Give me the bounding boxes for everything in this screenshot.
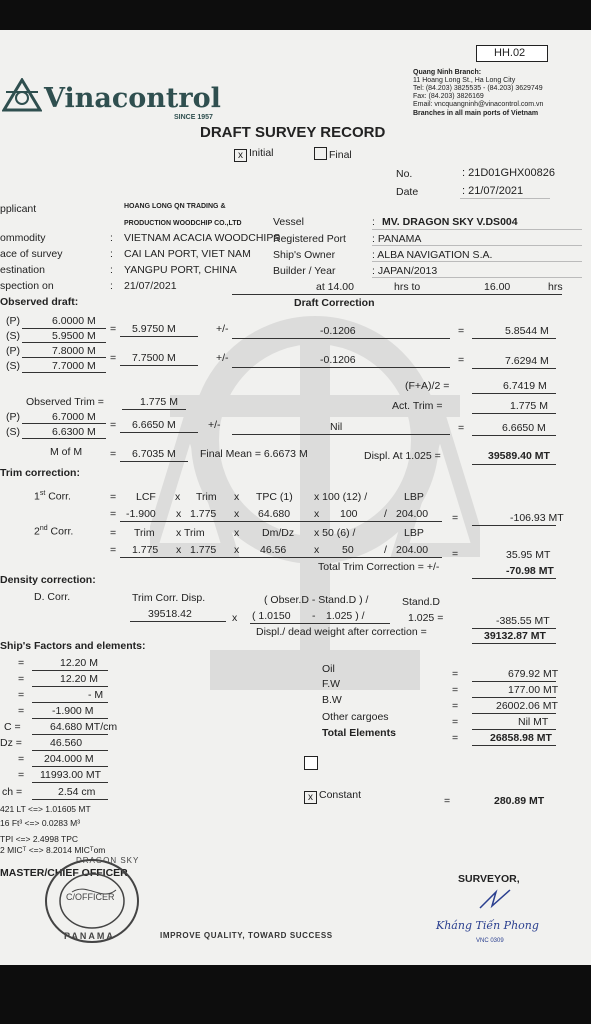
final-mean: Final Mean = 6.6673 M bbox=[200, 448, 308, 460]
fa-value: 6.7419 M bbox=[503, 380, 547, 392]
act-trim-value: 1.775 M bbox=[510, 400, 548, 412]
factor-1: 12.20 M bbox=[60, 657, 98, 669]
conversion-4: 2 MICᵀ <=> 8.2014 MICᵀom bbox=[0, 845, 106, 855]
s3-label: (S) bbox=[6, 426, 20, 438]
surveyor-label: SURVEYOR, bbox=[458, 873, 520, 885]
owner-value: : ALBA NAVIGATION S.A. bbox=[372, 249, 493, 261]
final-checkbox bbox=[314, 147, 352, 161]
hrs-unit: hrs bbox=[548, 281, 563, 293]
displ-value: 39589.40 MT bbox=[488, 450, 550, 462]
total-trim-label: Total Trim Correction = +/- bbox=[318, 561, 440, 573]
stamp-mid: C/OFFICER bbox=[66, 892, 115, 902]
no-label: No. bbox=[396, 168, 413, 180]
builder-value: : JAPAN/2013 bbox=[372, 265, 438, 277]
place-value: CAI LAN PORT, VIET NAM bbox=[124, 248, 251, 260]
at-time: at 14.00 bbox=[316, 281, 354, 293]
tcd-label: Trim Corr. Disp. bbox=[132, 592, 206, 604]
trim2-trim2-value: 1.775 bbox=[190, 544, 217, 556]
s1-value: 5.9500 M bbox=[52, 330, 96, 342]
trim2-lbp-value: 204.00 bbox=[396, 544, 429, 556]
constant-checkbox bbox=[304, 789, 361, 804]
date-label: Date bbox=[396, 186, 419, 198]
density-result: -385.55 MT bbox=[496, 615, 550, 627]
p2-label: (P) bbox=[6, 345, 20, 357]
result-1: 5.8544 M bbox=[505, 325, 549, 337]
p1-label: (P) bbox=[6, 315, 20, 327]
fa-label: (F+A)/2 = bbox=[405, 380, 450, 392]
hrs-to: hrs to bbox=[394, 281, 421, 293]
trim2-dm-value: 46.56 bbox=[260, 544, 287, 556]
trim-tpc-value: 64.680 bbox=[258, 508, 291, 520]
builder-label: Builder / Year bbox=[273, 265, 336, 277]
trim-lbp-value: 204.00 bbox=[396, 508, 429, 520]
obser-stand-label: ( Obser.D - Stand.D ) / bbox=[264, 594, 369, 606]
branch-fax: Fax: (84.203) 3826169 bbox=[413, 93, 484, 100]
factor-9: 2.54 cm bbox=[58, 786, 96, 798]
std-value: 1.025 = bbox=[408, 612, 444, 624]
stamp-bottom: PANAMA bbox=[64, 931, 115, 941]
final-label: Final bbox=[329, 149, 352, 161]
stand-d-label: Stand.D bbox=[402, 596, 440, 608]
branch-note: Branches in all main ports of Vietnam bbox=[413, 110, 539, 117]
branch-email: Email: vncquangninh@vinacontrol.com.vn bbox=[413, 101, 544, 108]
stand-value: 1.025 ) / bbox=[326, 610, 365, 622]
branch-tel: Tel: (84.203) 3825535 - (84.203) 3629749 bbox=[413, 85, 543, 92]
conversion-1: 421 LT <=> 1.01605 MT bbox=[0, 804, 91, 814]
correction-2: -0.1206 bbox=[320, 354, 356, 366]
tcd-value: 39518.42 bbox=[148, 608, 192, 620]
p3-value: 6.7000 M bbox=[52, 411, 96, 423]
company-name: Vinacontrol bbox=[44, 83, 221, 114]
factor-4: -1.900 M bbox=[52, 705, 94, 717]
result-3: 6.6650 M bbox=[502, 422, 546, 434]
s3-value: 6.6300 M bbox=[52, 426, 96, 438]
trim2-trim-value: 1.775 bbox=[132, 544, 159, 556]
obser-value: ( 1.0150 bbox=[252, 610, 291, 622]
mean-2: 7.7500 M bbox=[132, 352, 176, 364]
surveyor-id: VNC 0309 bbox=[476, 938, 504, 944]
fw-label: F.W bbox=[322, 678, 341, 690]
surveyor-name: Kháng Tiến Phong bbox=[436, 919, 539, 932]
total-trim-value: -70.98 MT bbox=[506, 565, 554, 577]
constant-label: Constant bbox=[319, 789, 362, 801]
factor-8: 11993.00 MT bbox=[40, 769, 102, 781]
first-correction-label: 1st Corr. bbox=[34, 490, 71, 503]
displ-after-label: Displ./ dead weight after correction = bbox=[256, 626, 427, 638]
p3-label: (P) bbox=[6, 411, 20, 423]
second-correction-result: 35.95 MT bbox=[506, 549, 551, 561]
other-cargoes-label: Other cargoes bbox=[322, 711, 389, 723]
bw-value: 26002.06 MT bbox=[496, 700, 558, 712]
act-trim-label: Act. Trim = bbox=[392, 400, 443, 412]
correction-3: Nil bbox=[330, 421, 343, 433]
observed-trim-label: Observed Trim = bbox=[26, 396, 104, 408]
d-corr-label: D. Corr. bbox=[34, 591, 71, 603]
port-value: : PANAMA bbox=[372, 233, 422, 245]
result-2: 7.6294 M bbox=[505, 355, 549, 367]
vessel-value: MV. DRAGON SKY V.DS004 bbox=[382, 216, 518, 228]
form-code: HH.02 bbox=[494, 47, 526, 59]
fw-value: 177.00 MT bbox=[508, 684, 559, 696]
correction-1: -0.1206 bbox=[320, 325, 356, 337]
oil-label: Oil bbox=[322, 663, 335, 675]
second-correction-label: 2nd Corr. bbox=[34, 525, 74, 538]
initial-label: Initial bbox=[249, 147, 274, 159]
slogan: IMPROVE QUALITY, TOWARD SUCCESS bbox=[160, 931, 333, 940]
vessel-label: Vessel bbox=[273, 216, 304, 228]
applicant-line-2: PRODUCTION WOODCHIP CO.,LTD bbox=[124, 220, 242, 227]
applicant-line-1: HOANG LONG QN TRADING & bbox=[124, 203, 226, 210]
company-since: SINCE 1957 bbox=[174, 114, 213, 121]
s2-value: 7.7000 M bbox=[52, 360, 96, 372]
final-check-box bbox=[314, 147, 327, 160]
factor-2: 12.20 M bbox=[60, 673, 98, 685]
draft-correction-label: Draft Correction bbox=[294, 297, 375, 309]
first-correction-result: -106.93 MT bbox=[510, 512, 564, 524]
initial-check-mark: x bbox=[234, 149, 247, 162]
s2-label: (S) bbox=[6, 360, 20, 372]
factor-7: 204.000 M bbox=[44, 753, 94, 765]
destination-label: estination bbox=[0, 264, 45, 276]
master-label: MASTER/CHIEF OFFICER bbox=[0, 867, 128, 879]
total-elements-label: Total Elements bbox=[322, 727, 396, 739]
oil-value: 679.92 MT bbox=[508, 668, 559, 680]
constant-check-mark: x bbox=[304, 791, 317, 804]
constant-value: 280.89 MT bbox=[494, 795, 545, 807]
commodity-value: VIETNAM ACACIA WOODCHIPS bbox=[124, 232, 281, 244]
m-of-m-value: 6.7035 M bbox=[132, 448, 176, 460]
date-value: : 21/07/2021 bbox=[462, 185, 524, 197]
trim-lcf-value: -1.900 bbox=[126, 508, 156, 520]
destination-value: YANGPU PORT, CHINA bbox=[124, 264, 237, 276]
stamp-top: DRAGON SKY bbox=[76, 856, 140, 865]
trim-trim-value: 1.775 bbox=[190, 508, 217, 520]
port-label: Registered Port bbox=[273, 233, 346, 245]
commodity-label: ommodity bbox=[0, 232, 46, 244]
s1-label: (S) bbox=[6, 330, 20, 342]
mean-1: 5.9750 M bbox=[132, 323, 176, 335]
factor-3: - M bbox=[88, 689, 104, 701]
bw-label: B.W bbox=[322, 694, 342, 706]
displ-label: Displ. At 1.025 = bbox=[364, 450, 441, 462]
inspection-label: spection on bbox=[0, 280, 54, 292]
p2-value: 7.8000 M bbox=[52, 345, 96, 357]
initial-checkbox bbox=[234, 147, 274, 162]
total-elements-value: 26858.98 MT bbox=[490, 732, 552, 744]
other-cargoes-value: Nil MT bbox=[518, 716, 549, 728]
branch-title: Quang Ninh Branch: bbox=[413, 69, 482, 76]
trim-100-value: 100 bbox=[340, 508, 358, 520]
m-of-m-label: M of M bbox=[50, 446, 83, 458]
ships-factors-label: Ship's Factors and elements: bbox=[0, 640, 146, 652]
p1-value: 6.0000 M bbox=[52, 315, 96, 327]
conversion-3: TPI <=> 2.4998 TPC bbox=[0, 834, 79, 844]
density-correction-label: Density correction: bbox=[0, 574, 96, 586]
observed-draft-label: Observed draft: bbox=[0, 296, 79, 308]
factor-5: 64.680 MT/cm bbox=[50, 721, 118, 733]
branch-address: 11 Hoang Long St., Ha Long City bbox=[413, 77, 516, 84]
applicant-label: pplicant bbox=[0, 203, 37, 215]
owner-label: Ship's Owner bbox=[273, 249, 336, 261]
surveyor-signature-icon bbox=[476, 886, 516, 916]
conversion-2: 16 Ft³ <=> 0.0283 M³ bbox=[0, 818, 81, 828]
displ-after-value: 39132.87 MT bbox=[484, 630, 546, 642]
to-time: 16.00 bbox=[484, 281, 511, 293]
mean-3: 6.6650 M bbox=[132, 419, 176, 431]
inspection-value: 21/07/2021 bbox=[124, 280, 177, 292]
no-value: : 21D01GHX00826 bbox=[462, 167, 555, 179]
trim2-50-value: 50 bbox=[342, 544, 354, 556]
observed-trim-value: 1.775 M bbox=[140, 396, 178, 408]
blank-checkbox bbox=[304, 756, 318, 770]
vinacontrol-logo-icon bbox=[2, 78, 42, 112]
factor-6: 46.560 bbox=[50, 737, 83, 749]
trim-correction-label: Trim correction: bbox=[0, 467, 80, 479]
document-title: DRAFT SURVEY RECORD bbox=[200, 124, 386, 141]
place-label: ace of survey bbox=[0, 248, 63, 260]
